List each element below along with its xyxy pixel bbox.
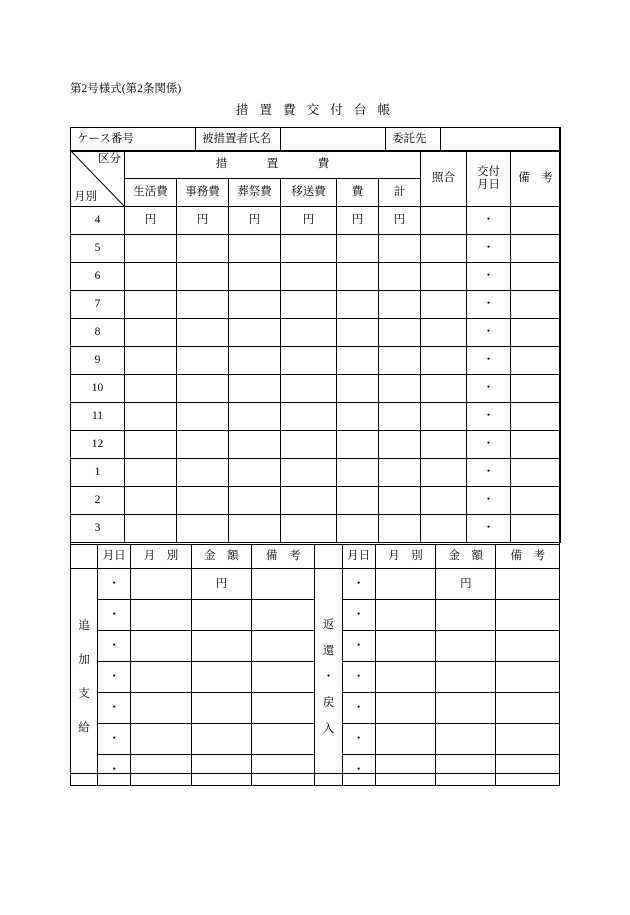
henkan-label-char-5: 入 [322,723,335,736]
cell-koufu-date[interactable]: ・ [467,431,511,459]
cell-koufu-date[interactable]: ・ [467,347,511,375]
right-cell-date[interactable]: ・ [342,569,375,600]
row-month: 8 [71,319,125,347]
cell-koufu-date[interactable]: ・ [467,291,511,319]
right-cell-date[interactable]: ・ [342,662,375,693]
cell-koufu-date[interactable]: ・ [467,319,511,347]
left-col-header-date: 月日 [98,545,131,569]
cell-koufu-date[interactable]: ・ [467,207,511,235]
cell-seikatsuhi[interactable]: 円 [125,207,177,235]
right-col-header-amount: 金 額 [436,545,496,569]
left-col-header-amount: 金 額 [191,545,251,569]
right-cell-date[interactable]: ・ [342,600,375,631]
cell-koufu-date[interactable]: ・ [467,403,511,431]
cell-sousaihi[interactable]: 円 [229,207,281,235]
col-header-jimuhi: 事務費 [177,179,229,207]
tsukibetsu-label: 月別 [74,191,97,204]
left-cell-date[interactable]: ・ [98,724,131,755]
left-cell-date[interactable]: ・ [98,631,131,662]
henkan-label-char-1: 返 [322,618,335,631]
row-month: 4 [71,207,125,235]
row-month: 5 [71,235,125,263]
col-header-sousaihi: 葬祭費 [229,179,281,207]
cell-koufu-date[interactable]: ・ [467,235,511,263]
person-name-label: 被措置者氏名 [196,128,281,152]
shougou-header: 照合 [421,151,467,207]
cell-jimuhi[interactable]: 円 [177,207,229,235]
row-month: 12 [71,431,125,459]
cell-koufu-date[interactable]: ・ [467,515,511,543]
koufu-header-line2: 月日 [477,178,500,191]
page-title-text: 措 置 費 交 付 台 帳 [235,103,395,117]
left-col-header-month: 月 別 [131,545,191,569]
group-header-sochihi: 措 置 費 [125,151,421,179]
henkan-label-char-2: 還 [322,644,335,657]
col-header-hi: 費 [337,179,379,207]
row-month: 3 [71,515,125,543]
outer-frame [70,127,560,774]
cell-koufu-date[interactable]: ・ [467,375,511,403]
row-month: 2 [71,487,125,515]
row-month: 1 [71,459,125,487]
right-col-header-date: 月日 [342,545,375,569]
consign-label: 委託先 [386,128,441,152]
col-header-isouhi: 移送費 [281,179,337,207]
right-cell-date[interactable]: ・ [342,755,375,786]
tsuika-label-char-2: 加 [78,653,90,666]
row-month: 11 [71,403,125,431]
left-cell-date[interactable]: ・ [98,693,131,724]
right-cell-date[interactable]: ・ [342,631,375,662]
cell-koufu-date[interactable]: ・ [467,487,511,515]
row-month: 6 [71,263,125,291]
bikou-header: 備 考 [511,151,561,207]
cell-hi[interactable]: 円 [337,207,379,235]
right-cell-date[interactable]: ・ [342,693,375,724]
henkan-label-char-3: ・ [322,670,335,683]
right-cell-date[interactable]: ・ [342,724,375,755]
left-cell-date[interactable]: ・ [98,569,131,600]
row-month: 7 [71,291,125,319]
row-month: 9 [71,347,125,375]
cell-koufu-date[interactable]: ・ [467,459,511,487]
tsuika-label-char-1: 追 [78,619,90,632]
henkan-label-char-4: 戻 [322,697,335,710]
col-header-seikatsuhi: 生活費 [125,179,177,207]
left-cell-date[interactable]: ・ [98,600,131,631]
case-number-label: ケース番号 [71,128,196,152]
cell-isouhi[interactable]: 円 [281,207,337,235]
form-number: 第2号様式(第2条関係) [70,83,182,95]
right-col-header-month: 月 別 [375,545,435,569]
cell-kei[interactable]: 円 [379,207,421,235]
left-cell-amount[interactable]: 円 [191,569,251,600]
koufu-header-line1: 交付 [477,165,500,178]
row-month: 10 [71,375,125,403]
col-header-kei: 計 [379,179,421,207]
tsuika-label-char-3: 支 [78,688,90,700]
kubun-label: 区分 [98,153,121,165]
cell-koufu-date[interactable]: ・ [467,263,511,291]
left-col-header-note: 備 考 [252,545,315,569]
tsuika-label-char-4: 給 [78,722,90,735]
right-cell-amount[interactable]: 円 [436,569,496,600]
left-cell-date[interactable]: ・ [98,662,131,693]
left-cell-date[interactable]: ・ [98,755,131,786]
page-title [0,100,630,118]
right-col-header-note: 備 考 [496,545,560,569]
